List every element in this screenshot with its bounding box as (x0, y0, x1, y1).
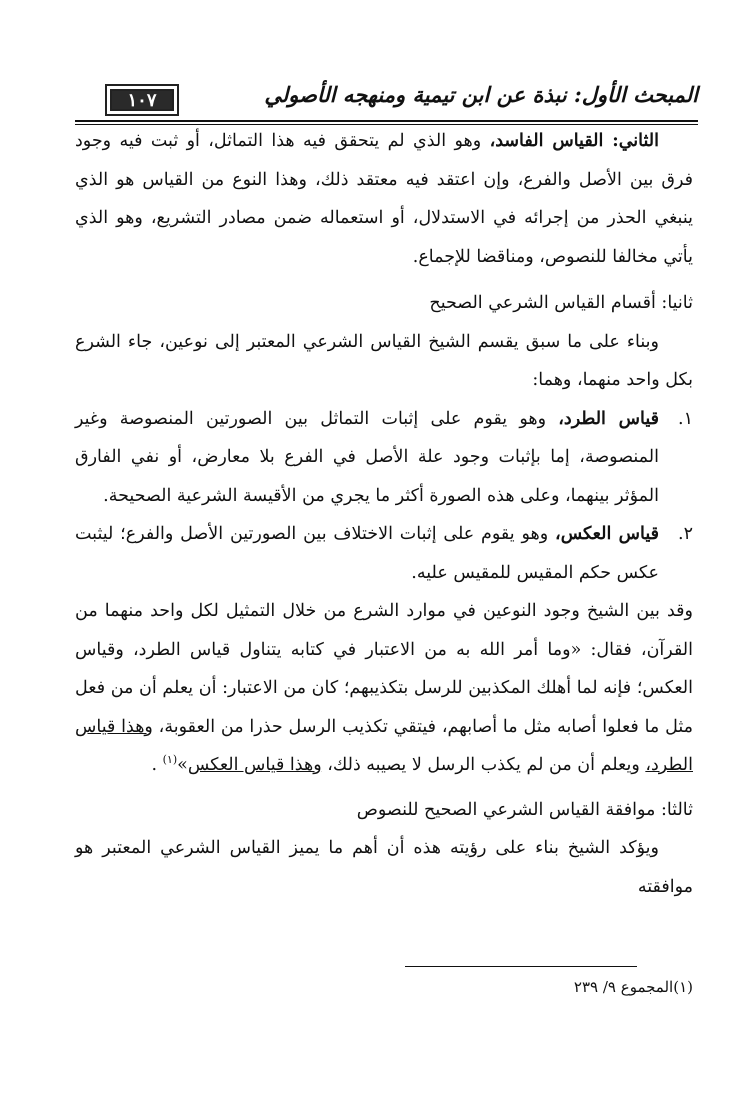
quote-middle: ويعلم أن من لم يكذب الرسل لا يصيبه ذلك، (321, 755, 646, 775)
page-number-badge: ١٠٧ (105, 84, 179, 116)
main-content (75, 122, 693, 906)
footnote: (١)المجموع ٩/ ٢٣٩ (573, 978, 693, 996)
term-false-analogy: الثاني: القياس الفاسد، (489, 131, 659, 151)
quote-dot: . (151, 755, 158, 775)
page-header (75, 78, 698, 120)
list-number: ١. (678, 408, 693, 429)
list-item (75, 515, 693, 592)
analogy-types-list (75, 400, 693, 593)
quote-text: وقد بين الشيخ وجود النوعين في موارد الشرع من خلال التمثيل لكل واحد منهما من القرآن، فقال: «وما أمر الله به من الاعتبار في كتابه يتناول قياس الطرد، وقياس العكس؛ فإنه لما أهلك المكذبين للرسل بتكذيبهم؛ كان من الاعتبار: أن يعلم أن من فعل مثل ما فعلوا أصابه مثل ما أصابهم، فيتقي تكذيب الرسل حذرا من العقوبة، (75, 601, 693, 737)
paragraph-false-analogy (75, 122, 693, 276)
footnote-separator (405, 966, 637, 967)
running-title: المبحث الأول: نبذة عن ابن تيمية ومنهجه الأصولي (264, 82, 698, 107)
section-2-intro: وبناء على ما سبق يقسم الشيخ القياس الشرعي المعتبر إلى نوعين، جاء الشرع بكل واحد منهما، وهما: (75, 331, 693, 390)
list-item (75, 400, 693, 516)
paragraph-text: وهو الذي لم يتحقق فيه هذا التماثل، أو ثبت فيه وجود فرق بين الأصل والفرع، وإن اعتقد فيه معتقد ذلك، وهذا النوع من القياس هو الذي ينبغي الحذر من إجرائه في الاستدلال، أو استعماله ضمن مصادر التشريع، وهو الذي يأتي مخالفا للنصوص، ومناقضا للإجماع. (75, 131, 693, 267)
list-number: ٢. (678, 524, 693, 544)
section-heading-2: ثانيا: أقسام القياس الشرعي الصحيح (429, 293, 693, 313)
term-aks-analogy: قياس العكس، (555, 524, 660, 544)
underlined-tard: وهذا قياس الطرد، (75, 716, 693, 775)
list-item-text: وهو يقوم على إثبات الاختلاف بين الصورتين الأصل والفرع؛ ليثبت عكس حكم المقيس للمقيس عليه. (75, 524, 659, 583)
term-tard-analogy: قياس الطرد، (558, 408, 659, 429)
list-item-text: وهو يقوم على إثبات التماثل بين الصورتين المنصوصة وغير المنصوصة، إما بإثبات وجود علة الأصل في الفرع بلا معارض، أو نفي الفارق المؤثر بينهما، وعلى هذه الصورة أكثر ما يجري من الأقيسة الشرعية الصحيحة. (75, 408, 659, 506)
section-3-text: ويؤكد الشيخ بناء على رؤيته هذه أن أهم ما يميز القياس الشرعي المعتبر هو موافقته (75, 838, 693, 897)
quote-paragraph (75, 592, 693, 785)
footnote-ref: (١) (162, 753, 178, 767)
quote-close: » (177, 755, 188, 775)
section-heading-3: ثالثا: موافقة القياس الشرعي الصحيح للنصوص (356, 799, 693, 820)
underlined-aks: وهذا قياس العكس (187, 755, 322, 775)
